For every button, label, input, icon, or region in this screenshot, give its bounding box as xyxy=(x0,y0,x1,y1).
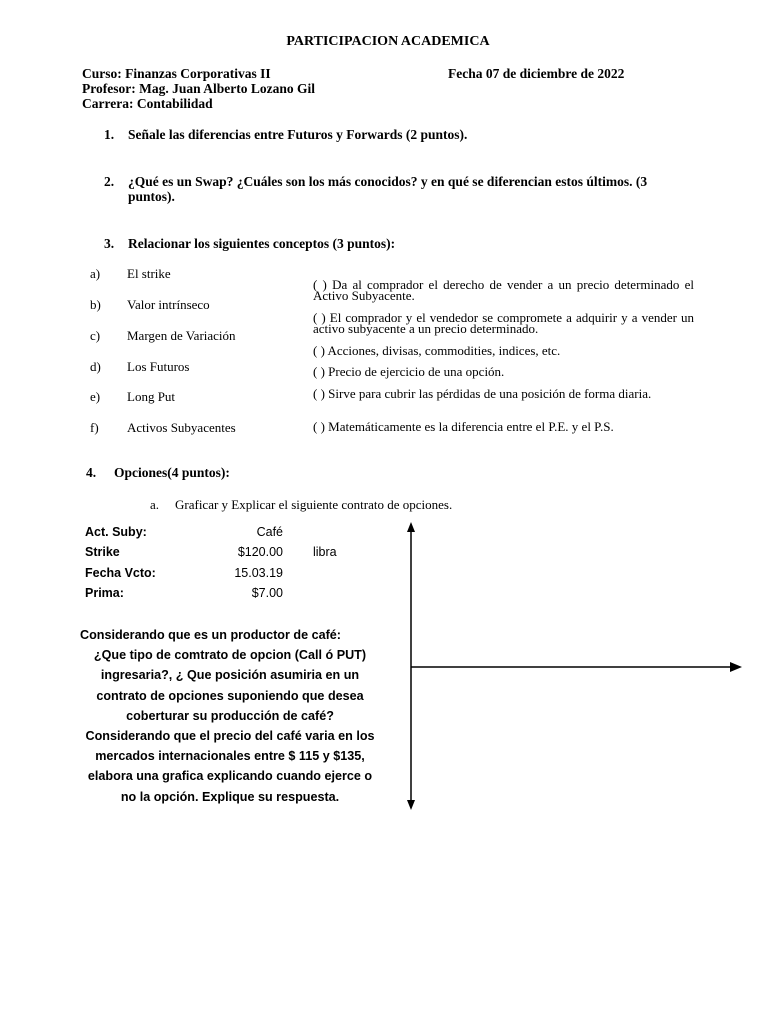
paragraph-line: contrato de opciones suponiendo que desea xyxy=(96,688,364,703)
paragraph-line: no la opción. Explique su respuesta. xyxy=(120,789,340,804)
question-2-line-2: puntos). xyxy=(128,189,175,204)
x-axis-arrow xyxy=(730,662,742,672)
description-item: ( ) Da al comprador el derecho de vender a un precio determinado el Activo Subyacente. xyxy=(313,277,694,303)
paragraph-line: ¿Que tipo de comtrato de opcion (Call ó PUT) xyxy=(93,648,367,663)
concept-letter: d) xyxy=(90,359,101,374)
paragraph-line: Considerando que es un productor de café: xyxy=(80,628,342,642)
concept-letter: e) xyxy=(90,389,101,404)
description-item: ( ) Precio de ejercicio de una opción. xyxy=(313,364,505,379)
page-title: PARTICIPACION ACADEMICA xyxy=(286,34,490,49)
contract-label: Act. Suby: xyxy=(85,525,147,539)
contract-value: Café xyxy=(256,525,283,539)
description-item: ( ) Matemáticamente es la diferencia entre el P.E. y el P.S. xyxy=(313,419,614,434)
instructions-paragraph xyxy=(80,625,380,807)
contract-label: Prima: xyxy=(85,586,124,600)
question-4-text: Opciones(4 puntos): xyxy=(114,465,230,480)
subitem-letter: a. xyxy=(150,497,160,512)
contract-unit: libra xyxy=(313,545,337,559)
concept-label: Margen de Variación xyxy=(127,328,236,343)
contract-value: $120.00 xyxy=(237,545,283,559)
paragraph-line: mercados internacionales entre $ 115 y $135, xyxy=(95,749,365,764)
contract-label: Fecha Vcto: xyxy=(85,566,156,580)
contract-value: 15.03.19 xyxy=(234,566,283,580)
concept-label: Activos Subyacentes xyxy=(127,420,236,435)
question-3-number: 3. xyxy=(104,236,115,251)
subitem-text: Graficar y Explicar el siguiente contrato de opciones. xyxy=(175,497,453,512)
paragraph-line: ingresaria?, ¿ Que posición asumiria en un xyxy=(100,668,360,683)
concept-letter: b) xyxy=(90,297,101,312)
course-label: Curso: Finanzas Corporativas II xyxy=(82,66,271,81)
professor-label: Profesor: Mag. Juan Alberto Lozano Gil xyxy=(82,81,315,96)
description-item: ( ) Acciones, divisas, commodities, indices, etc. xyxy=(313,343,561,358)
question-1-text: Señale las diferencias entre Futuros y Forwards (2 puntos). xyxy=(128,127,468,142)
concept-letter: f) xyxy=(90,420,99,435)
question-2-number: 2. xyxy=(104,174,115,189)
question-1-number: 1. xyxy=(104,127,115,142)
y-axis-arrow-top xyxy=(407,522,415,532)
career-label: Carrera: Contabilidad xyxy=(82,96,213,111)
paragraph-line: Considerando que el precio del café varia en los xyxy=(85,729,375,744)
concept-letter: c) xyxy=(90,328,101,343)
contract-value: $7.00 xyxy=(251,586,283,600)
concept-label: Long Put xyxy=(127,389,176,404)
concept-label: Los Futuros xyxy=(127,359,190,374)
paragraph-line: coberturar su producción de café? xyxy=(126,708,334,723)
question-3-text: Relacionar los siguientes conceptos (3 puntos): xyxy=(128,236,396,251)
question-4-number: 4. xyxy=(86,465,97,480)
description-item: ( ) El comprador y el vendedor se compromete a adquirir y a vender un activo subyacente a un precio determinado. xyxy=(313,310,694,336)
question-2-line-1: ¿Qué es un Swap? ¿Cuáles son los más conocidos? y en qué se diferencian estos últimos. (3 xyxy=(128,174,648,189)
graph-axes xyxy=(400,520,750,815)
concept-label: Valor intrínseco xyxy=(127,297,210,312)
description-item: ( ) Sirve para cubrir las pérdidas de una posición de forma diaria. xyxy=(313,386,652,401)
contract-label: Strike xyxy=(85,545,120,559)
concept-label: El strike xyxy=(127,266,171,281)
date-label: Fecha 07 de diciembre de 2022 xyxy=(448,66,625,81)
paragraph-line: elabora una grafica explicando cuando ejerce o xyxy=(87,769,373,784)
concept-letter: a) xyxy=(90,266,101,281)
y-axis-arrow-bottom xyxy=(407,800,415,810)
